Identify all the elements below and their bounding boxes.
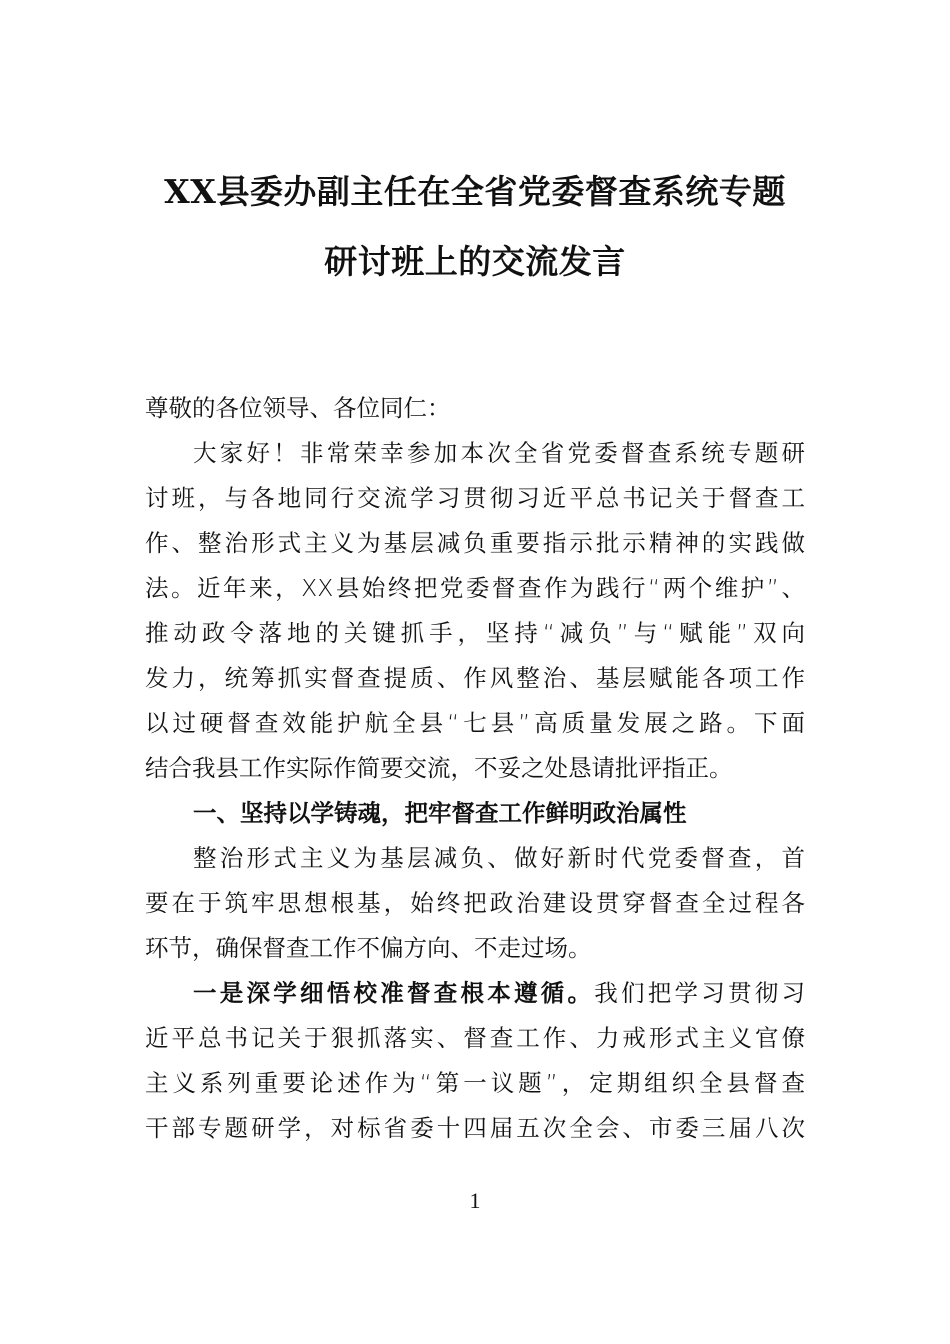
paragraph-1-line: 作、整治形式主义为基层减负重要指示批示精神的实践做 [145, 529, 805, 557]
paragraph-2-line: 环节，确保督查工作不偏方向、不走过场。 [145, 934, 592, 962]
paragraph-1-line: 大家好！非常荣幸参加本次全省党委督查系统专题研 [193, 439, 805, 467]
paragraph-3-line: 近平总书记关于狠抓落实、督查工作、力戒形式主义官僚 [145, 1024, 805, 1052]
salutation: 尊敬的各位领导、各位同仁： [145, 394, 451, 422]
page-number: 1 [469, 1188, 481, 1213]
section-heading-1: 一、坚持以学铸魂，把牢督查工作鲜明政治属性 [193, 799, 687, 827]
paragraph-3-text: 我们把学习贯彻习 [594, 979, 805, 1007]
document-body [145, 386, 805, 1151]
paragraph-1-line: 推动政令落地的关键抓手，坚持“减负”与“赋能”双向 [145, 619, 805, 647]
paragraph-1-line: 以过硬督查效能护航全县“七县”高质量发展之路。下面 [145, 709, 805, 737]
paragraph-3-line [145, 971, 805, 1016]
document-title-line-1: XX县委办副主任在全省党委督查系统专题 [164, 172, 786, 211]
paragraph-1-line: 发力，统筹抓实督查提质、作风整治、基层赋能各项工作 [145, 664, 805, 692]
paragraph-3-lead: 一是深学细悟校准督查根本遵循。 [193, 979, 595, 1007]
paragraph-2-line: 整治形式主义为基层减负、做好新时代党委督查，首 [193, 844, 805, 872]
paragraph-1-line: 法。近年来，XX县始终把党委督查作为践行“两个维护”、 [145, 574, 805, 602]
paragraph-2-line: 要在于筑牢思想根基，始终把政治建设贯穿督查全过程各 [145, 889, 805, 917]
paragraph-3-line: 干部专题研学，对标省委十四届五次全会、市委三届八次 [145, 1114, 805, 1142]
document-title-line-2: 研讨班上的交流发言 [324, 242, 626, 281]
paragraph-1-line: 结合我县工作实际作简要交流，不妥之处恳请批评指正。 [145, 754, 733, 782]
paragraph-3-line: 主义系列重要论述作为“第一议题”，定期组织全县督查 [145, 1069, 805, 1097]
paragraph-1-line: 讨班，与各地同行交流学习贯彻习近平总书记关于督查工 [145, 484, 805, 512]
